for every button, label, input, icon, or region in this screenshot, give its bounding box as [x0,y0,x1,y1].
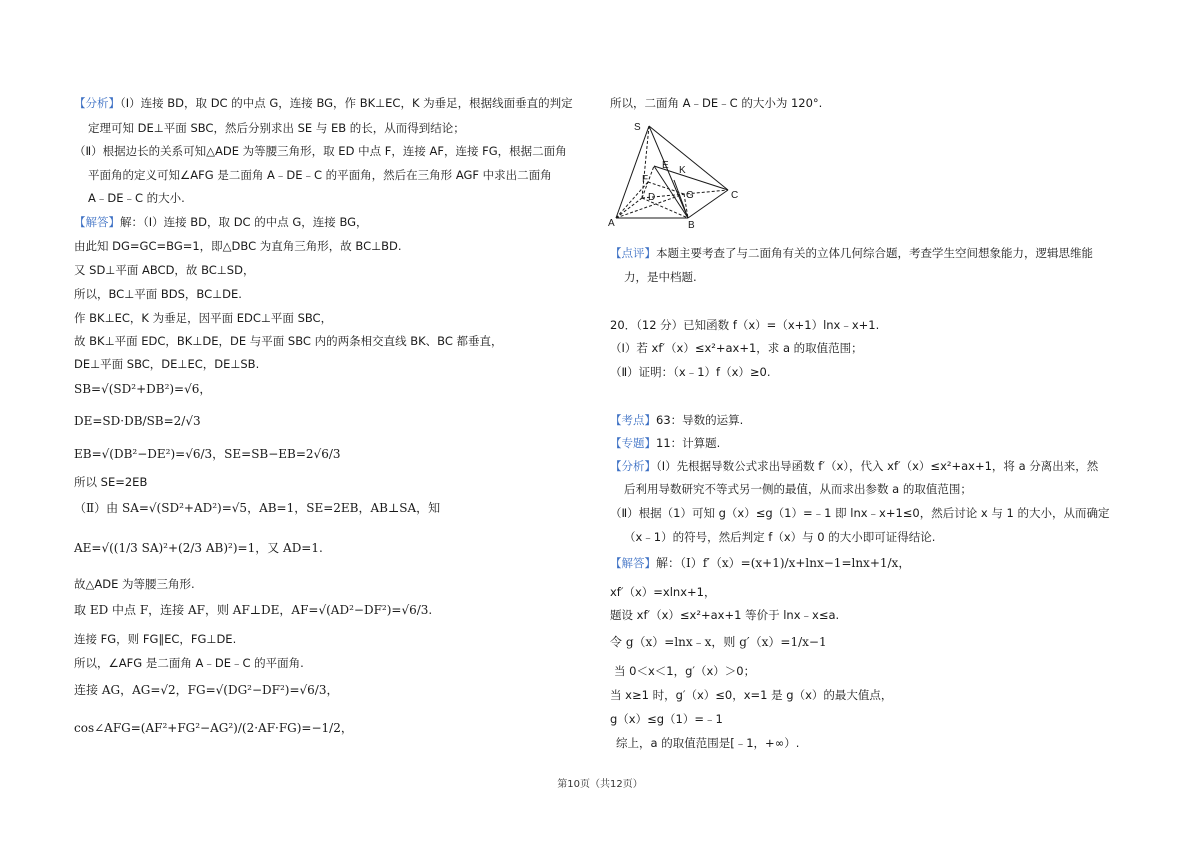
text-line: 当 0＜x＜1，g′（x）＞0； [614,664,756,678]
question-line-1: 20．（12 分）已知函数 f（x）=（x+1）lnx﹣x+1. [610,318,880,332]
text-line: 由此知 DG=GC=BG=1，即△DBC 为直角三角形，故 BC⊥BD. [74,239,402,253]
label-s: S [634,122,641,133]
equation-eb: EB=√(DB²−DE²)=√6/3，SE=SB−EB=2√6/3 [74,447,341,461]
text-line: 故△ADE 为等腰三角形. [74,577,195,591]
answer-tag: 【解答】 [610,556,656,570]
point-tag: 【考点】 [610,413,656,427]
analysis-line-3: （Ⅱ）根据边长的关系可知△ADE 为等腰三角形，取 ED 中点 F，连接 AF，连接 FG，根据二面角 [74,144,567,158]
topic-line: 【专题】11：计算题. [610,436,721,450]
equation-de: DE=SD·DB/SB=2/√3 [74,414,201,428]
equation-sb: SB=√(SD²+DB²)=√6， [74,382,212,396]
text-line: 连接 FG，则 FG∥EC，FG⊥DE. [74,632,237,646]
label-c: C [731,190,739,201]
label-f: F [642,174,649,185]
text-line: xf′（x）=xlnx+1， [610,585,716,599]
review-tag: 【点评】 [610,246,656,260]
analysis-line-2: 后利用导数研究不等式另一侧的最值，从而求出参数 a 的取值范围； [624,482,972,496]
question-line-2: （Ⅰ）若 xf′（x）≤x²+ax+1，求 a 的取值范围； [610,341,863,355]
analysis-line-4: 平面角的定义可知∠AFG 是二面角 A﹣DE﹣C 的平面角，然后在三角形 AGF 中求出二面角 [88,168,552,182]
analysis-line-2: 定理可知 DE⊥平面 SBC，然后分别求出 SE 与 EB 的长，从而得到结论； [88,121,465,135]
text-line: 所以，BC⊥平面 BDS，BC⊥DE. [74,287,242,301]
text-line: 又 SD⊥平面 ABCD，故 BC⊥SD， [74,263,255,277]
answer-line-1: 【解答】解：（Ⅰ）f′（x）=(x+1)/x+lnx−1=lnx+1/x， [610,556,911,570]
question-line-3: （Ⅱ）证明：（x﹣1）f（x）≥0. [610,365,771,379]
conclusion-line: 所以，二面角 A﹣DE﹣C 的大小为 120°. [610,96,823,110]
review-line-1: 【点评】本题主要考查了与二面角有关的立体几何综合题，考查学生空间想象能力，逻辑思维能 [610,246,1093,260]
equation-sa: （Ⅱ）由 SA=√(SD²+AD²)=√5，AB=1，SE=2EB，AB⊥SA，知 [74,501,441,515]
text-line: 作 BK⊥EC，K 为垂足，因平面 EDC⊥平面 SBC， [74,311,333,325]
label-g: G [686,190,694,201]
review-line-2: 力，是中档题. [624,270,697,284]
point-line: 【考点】63：导数的运算. [610,413,744,427]
text-line: 令 g（x）=lnx﹣x，则 g′（x）=1/x−1 [610,635,827,649]
analysis-tag: 【分析】 [610,459,656,473]
label-a: A [608,218,615,229]
page-footer: 第10页（共12页） [557,779,643,790]
label-b: B [688,220,695,230]
equation-af: 取 ED 中点 F，连接 AF，则 AF⊥DE，AF=√(AD²−DF²)=√6/3. [74,603,433,617]
analysis-line-3: （Ⅱ）根据（1）可知 g（x）≤g（1）=﹣1 即 lnx﹣x+1≤0，然后讨论 x 与 1 的大小，从而确定 [610,506,1110,520]
analysis-line-1: 【分析】（Ⅰ）先根据导数公式求出导函数 f′（x），代入 xf′（x）≤x²+ax+1，将 a 分离出来，然 [610,459,1099,473]
analysis-line-4: （x﹣1）的符号，然后判定 f（x）与 0 的大小即可证得结论. [624,530,936,544]
pyramid-figure [604,118,749,230]
label-e: E [662,160,669,171]
label-k: K [679,165,686,176]
analysis-line-5: A﹣DE﹣C 的大小. [88,191,185,205]
equation-cos: cos∠AFG=(AF²+FG²−AG²)/(2·AF·FG)=−1/2， [74,721,353,735]
edge-bc [688,190,728,218]
analysis-tag: 【分析】 [74,96,120,110]
text-line: g（x）≤g（1）=﹣1 [610,712,723,726]
analysis-line-1: 【分析】（Ⅰ）连接 BD，取 DC 的中点 G，连接 BG，作 BK⊥EC，K 为垂足，根据线面垂直的判定 [74,96,573,110]
text-line: 当 x≥1 时，g′（x）≤0，x=1 是 g（x）的最大值点， [610,688,893,702]
label-d: D [648,192,656,203]
equation-ag: 连接 AG，AG=√2，FG=√(DG²−DF²)=√6/3， [74,683,339,697]
text-line: 题设 xf′（x）≤x²+ax+1 等价于 lnx﹣x≤a. [610,608,840,622]
text-line: DE⊥平面 SBC，DE⊥EC，DE⊥SB. [74,357,260,371]
edge-sc [649,126,728,190]
text-line: 综上，a 的取值范围是[﹣1，+∞）. [616,736,800,750]
topic-tag: 【专题】 [610,436,656,450]
answer-line-1: 【解答】解：（Ⅰ）连接 BD，取 DC 的中点 G，连接 BG， [74,215,368,229]
equation-ae: AE=√((1/3 SA)²+(2/3 AB)²)=1，又 AD=1. [74,541,323,555]
text-line: 所以，∠AFG 是二面角 A﹣DE﹣C 的平面角. [74,656,304,670]
answer-tag: 【解答】 [74,215,120,229]
text-line: 故 BK⊥平面 EDC，BK⊥DE，DE 与平面 SBC 内的两条相交直线 BK、BC 都垂直， [74,334,503,348]
text-line: 所以 SE=2EB [74,475,148,489]
